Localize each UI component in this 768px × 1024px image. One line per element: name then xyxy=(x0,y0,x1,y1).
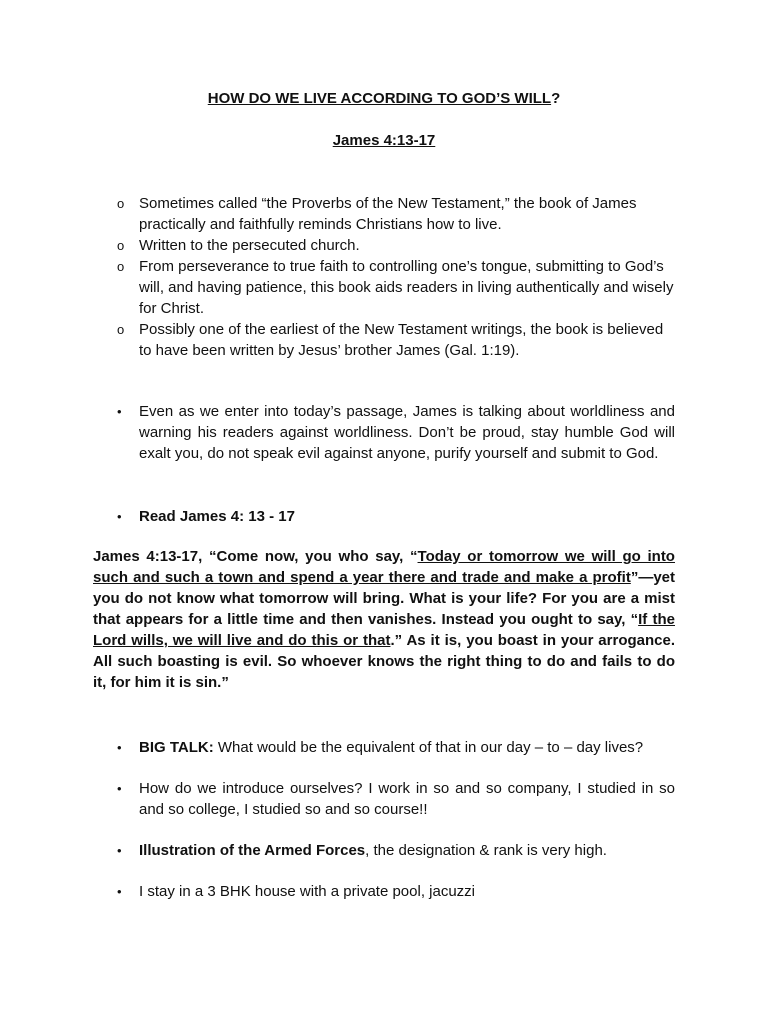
circle-bullet-icon: o xyxy=(117,322,125,337)
list-item xyxy=(117,840,675,861)
list-item xyxy=(117,256,677,319)
list-item xyxy=(117,778,675,820)
list-item xyxy=(117,737,675,758)
dot-bullet-icon: • xyxy=(117,781,122,796)
list-item-text: I stay in a 3 BHK house with a private pool, jacuzzi xyxy=(139,883,476,900)
passage-underlined-quote: Today or tomorrow we will go into such and such a town and spend a year there and trade and make a profit xyxy=(93,548,675,586)
title-suffix: ? xyxy=(551,90,561,107)
read-list xyxy=(117,506,675,527)
list-item xyxy=(117,881,675,902)
passage-text: ”—yet you do not know what tomorrow will bring. What is your life? For you are a mist that appears for a little time and then vanishes. Instead you ought to say, “ xyxy=(93,569,675,628)
dot-bullet-icon: • xyxy=(117,843,122,858)
context-list xyxy=(117,401,675,464)
discussion-list xyxy=(117,737,675,922)
list-item xyxy=(117,319,677,361)
document-title xyxy=(0,90,768,107)
circle-bullet-icon: o xyxy=(117,259,125,274)
scripture-passage xyxy=(93,546,675,693)
list-item-text: Written to the persecuted church. xyxy=(139,237,360,254)
dot-bullet-icon: • xyxy=(117,509,122,524)
passage-underlined-quote: If the Lord wills, we will live and do this or that xyxy=(93,611,675,649)
list-item-text: From perseverance to true faith to controlling one’s tongue, submitting to God’s will, and having patience, this book aids readers in living authentically and wisely for Christ. xyxy=(139,258,674,317)
list-item-label: BIG TALK: xyxy=(139,739,214,756)
passage-text: James 4:13-17, “Come now, you who say, “ xyxy=(93,548,418,565)
list-item-label: Illustration of the Armed Forces xyxy=(139,842,366,859)
dot-bullet-icon: • xyxy=(117,404,122,419)
list-item xyxy=(117,235,677,256)
list-item xyxy=(117,506,675,527)
dot-bullet-icon: • xyxy=(117,740,122,755)
circle-bullet-icon: o xyxy=(117,196,125,211)
list-item-text: Possibly one of the earliest of the New Testament writings, the book is believed to have been written by Jesus’ brother James (Gal. 1:19). xyxy=(139,321,664,359)
list-item-text: Read James 4: 13 - 17 xyxy=(139,508,295,525)
list-item-text: What would be the equivalent of that in our day – to – day lives? xyxy=(213,739,644,756)
scripture-reference: James 4:13-17 xyxy=(332,132,436,149)
list-item-text: , the designation & rank is very high. xyxy=(365,842,607,859)
list-item-text: Sometimes called “the Proverbs of the New Testament,” the book of James practically and faithfully reminds Christians how to live. xyxy=(139,195,637,233)
dot-bullet-icon: • xyxy=(117,884,122,899)
title-text: HOW DO WE LIVE ACCORDING TO GOD’S WILL xyxy=(207,90,552,107)
intro-list xyxy=(117,193,677,361)
circle-bullet-icon: o xyxy=(117,238,125,253)
list-item-text: Even as we enter into today’s passage, James is talking about worldliness and warning his readers against worldliness. Don’t be proud, stay humble God will exalt you, do not speak evil against anyone, purify yourself and submit to God. xyxy=(139,403,675,462)
list-item xyxy=(117,401,675,464)
list-item xyxy=(117,193,677,235)
passage-text: .” As it is, you boast in your arrogance. All such boasting is evil. So whoever knows the right thing to do and fails to do it, for him it is sin.” xyxy=(93,632,676,691)
list-item-text: How do we introduce ourselves? I work in so and so company, I studied in so and so college, I studied so and so course!! xyxy=(139,780,675,818)
